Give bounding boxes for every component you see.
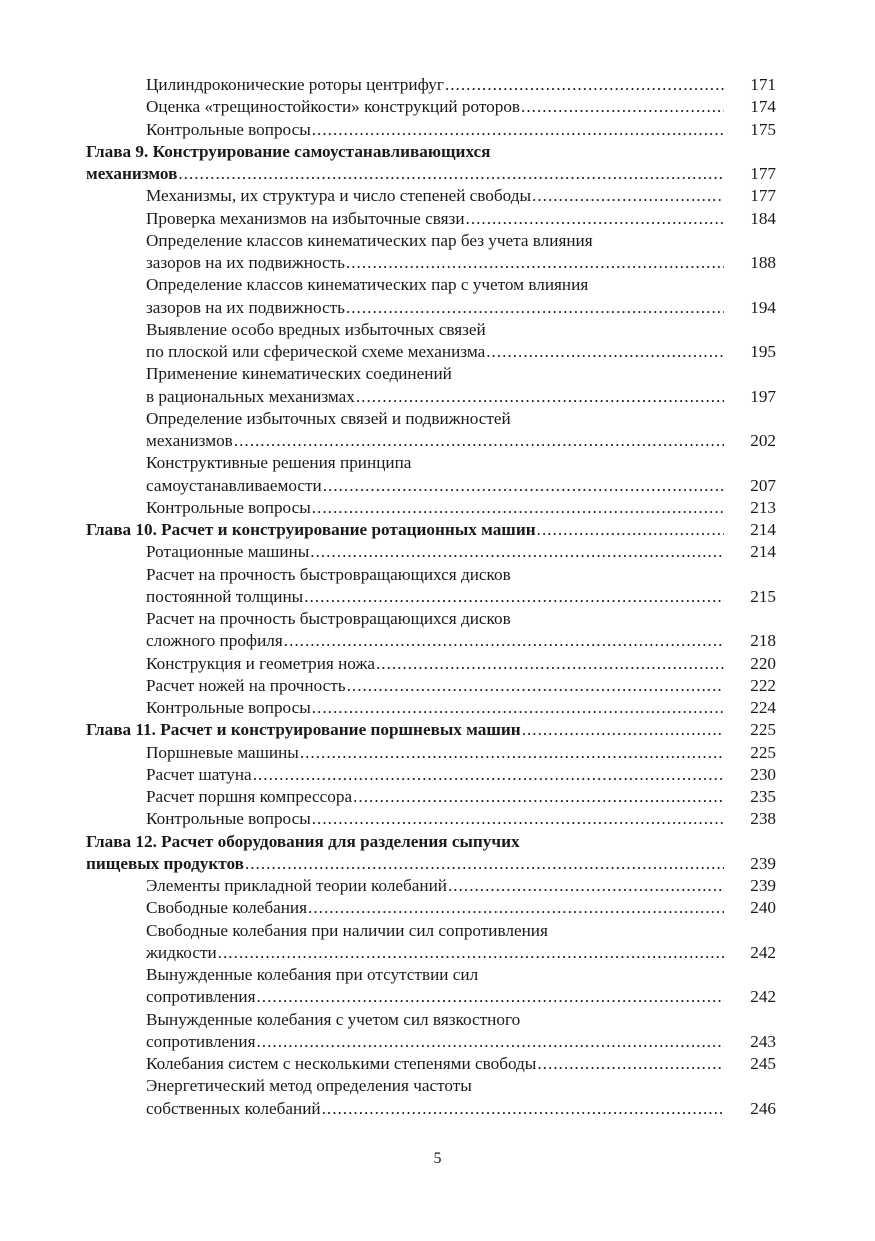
toc-entry-row <box>86 497 776 519</box>
dot-leader <box>346 252 724 274</box>
toc-entry-title: сопротивления <box>146 987 256 1007</box>
dot-leader <box>376 653 724 675</box>
toc-page-number: 225 <box>750 742 776 762</box>
toc-entry-row <box>86 808 776 830</box>
toc-entry <box>86 964 776 1009</box>
toc-entry-title: по плоской или сферической схеме механизма <box>146 342 486 361</box>
dot-leader <box>353 786 724 808</box>
toc-chapter-entry <box>86 519 776 541</box>
toc-entry-row <box>86 675 776 697</box>
toc-page-number: 195 <box>750 342 776 361</box>
dot-leader <box>322 1098 724 1120</box>
toc-page-number: 213 <box>750 497 776 517</box>
toc-entry-title: Расчет шатуна <box>146 764 252 784</box>
toc-entry <box>86 653 776 675</box>
toc-entry-row <box>86 719 776 741</box>
toc-page-number: 177 <box>750 164 776 183</box>
toc-entry-title: Конструкция и геометрия ножа <box>146 653 375 673</box>
toc-entry-title: Ротационные машины <box>146 542 310 562</box>
toc-entry-title: Глава 11. Расчет и конструирование поршневых машин <box>86 720 521 740</box>
toc-entry <box>86 608 776 653</box>
toc-entry-title: механизмов <box>86 164 178 183</box>
toc-entry-title: Колебания систем с несколькими степенями свободы <box>146 1054 537 1073</box>
toc-entry-title-line: Конструктивные решения принципа <box>146 453 412 473</box>
toc-entry-title: сложного профиля <box>146 631 283 651</box>
toc-page-number: 238 <box>750 809 776 829</box>
toc-page-number: 220 <box>750 653 776 673</box>
toc-page-number: 218 <box>750 631 776 651</box>
toc-entry <box>86 319 776 364</box>
toc-entry <box>86 185 776 207</box>
toc-entry-title-line: Расчет на прочность быстровращающихся дисков <box>146 564 511 584</box>
toc-entry <box>86 675 776 697</box>
toc-entry-title-line: Вынужденные колебания при отсутствии сил <box>146 965 479 984</box>
toc-entry-row <box>86 1031 776 1053</box>
toc-page-number: 239 <box>750 853 776 873</box>
toc-page-number: 224 <box>750 698 776 717</box>
toc-entry <box>86 742 776 764</box>
toc-page-number: 184 <box>750 208 776 228</box>
dot-leader <box>521 96 724 118</box>
toc-entry <box>86 897 776 919</box>
toc-entry <box>86 697 776 719</box>
toc-entry-title: механизмов <box>146 431 233 450</box>
toc-page-number: 246 <box>750 1098 776 1118</box>
toc-page-number: 214 <box>750 520 776 539</box>
toc-entry-row <box>86 74 776 96</box>
toc-entry-row <box>86 96 776 118</box>
toc-entry-row <box>86 586 776 608</box>
toc-entry <box>86 786 776 808</box>
toc-entry <box>86 96 776 118</box>
dot-leader <box>257 986 725 1008</box>
dot-leader <box>178 163 724 185</box>
toc-chapter-entry <box>86 719 776 741</box>
toc-page-number: 242 <box>750 942 776 962</box>
toc-page-number: 207 <box>750 475 776 495</box>
toc-page-number: 242 <box>750 987 776 1007</box>
toc-page-number: 215 <box>750 586 776 606</box>
toc-entry-row <box>86 541 776 563</box>
toc-entry-row <box>86 208 776 230</box>
toc-entry-row <box>86 630 776 652</box>
dot-leader <box>522 719 724 741</box>
toc-entry-title: Механизмы, их структура и число степеней свободы <box>146 186 532 206</box>
toc-entry-row <box>86 386 776 408</box>
toc-entry-title: Глава 10. Расчет и конструирование ротационных машин <box>86 520 536 539</box>
toc-page-number: 239 <box>750 876 776 895</box>
toc-entry-title: постоянной толщины <box>146 586 304 606</box>
toc-entry-title: Контрольные вопросы <box>146 809 311 829</box>
toc-entry-title: собственных колебаний <box>146 1098 321 1118</box>
toc-entry-row <box>86 942 776 964</box>
toc-entry-row <box>86 986 776 1008</box>
dot-leader <box>347 675 724 697</box>
toc-entry-title: пищевых продуктов <box>86 853 244 873</box>
toc-entry-title-line: Определение избыточных связей и подвижностей <box>146 408 511 428</box>
toc-entry-row <box>86 119 776 141</box>
toc-page-number: 240 <box>750 898 776 918</box>
dot-leader <box>308 897 724 919</box>
toc-entry-title-line: Вынужденные колебания с учетом сил вязкостного <box>146 1009 521 1029</box>
dot-leader <box>284 630 724 652</box>
toc-entry <box>86 875 776 897</box>
dot-leader <box>356 386 724 408</box>
toc-page-number: 171 <box>750 75 776 94</box>
toc-entry-row <box>86 252 776 274</box>
toc-entry-row <box>86 1053 776 1075</box>
dot-leader <box>466 208 724 230</box>
toc-entry-title-line: Глава 12. Расчет оборудования для разделения сыпучих <box>86 831 520 851</box>
toc-page-number: 222 <box>750 675 776 695</box>
toc-entry-row <box>86 697 776 719</box>
toc-page-number: 225 <box>750 720 776 740</box>
toc-page-number: 245 <box>750 1054 776 1073</box>
toc-page-number: 214 <box>750 542 776 562</box>
toc-entry <box>86 274 776 319</box>
dot-leader <box>312 497 724 519</box>
toc-entry-title-line: Применение кинематических соединений <box>146 364 452 384</box>
dot-leader <box>218 942 724 964</box>
toc-entry-title: Оценка «трещиностойкости» конструкций роторов <box>146 97 521 117</box>
toc-entry-title-line: Свободные колебания при наличии сил сопротивления <box>146 920 548 940</box>
toc-chapter-entry <box>86 141 776 186</box>
toc-entry-row <box>86 853 776 875</box>
dot-leader <box>312 697 724 719</box>
toc-entry-title: самоустанавливаемости <box>146 475 322 495</box>
dot-leader <box>304 586 724 608</box>
toc-entry <box>86 408 776 453</box>
toc-entry-title: сопротивления <box>146 1031 256 1051</box>
toc-page-number: 235 <box>750 787 776 806</box>
toc-entry-title: зазоров на их подвижность <box>146 297 345 317</box>
toc-entry-row <box>86 297 776 319</box>
toc-entry-title: Контрольные вопросы <box>146 497 311 517</box>
toc-entry-row <box>86 742 776 764</box>
toc-entry <box>86 541 776 563</box>
dot-leader <box>448 875 724 897</box>
toc-entry <box>86 452 776 497</box>
toc-entry <box>86 230 776 275</box>
dot-leader <box>537 1053 724 1075</box>
page-number: 5 <box>433 1150 442 1167</box>
toc-entry-row <box>86 341 776 363</box>
toc-entry <box>86 363 776 408</box>
toc-entry-title: Проверка механизмов на избыточные связи <box>146 208 465 228</box>
toc-entry-row <box>86 475 776 497</box>
toc-entry-title: Свободные колебания <box>146 898 308 918</box>
toc-page-number: 202 <box>750 431 776 450</box>
toc-entry-row <box>86 875 776 897</box>
toc-entry-row <box>86 653 776 675</box>
toc-page-number: 188 <box>750 253 776 272</box>
dot-leader <box>537 519 724 541</box>
toc-entry-title: Контрольные вопросы <box>146 698 311 717</box>
toc-entry <box>86 1075 776 1120</box>
toc-entry-title: в рациональных механизмах <box>146 386 355 406</box>
toc-page-number: 230 <box>750 764 776 784</box>
toc-entry-title: Контрольные вопросы <box>146 119 311 139</box>
dot-leader <box>253 764 724 786</box>
toc-entry-row <box>86 764 776 786</box>
toc-page-number: 194 <box>750 297 776 317</box>
toc-entry-row <box>86 163 776 185</box>
toc-entry-title: зазоров на их подвижность <box>146 253 345 272</box>
toc-page-number: 174 <box>750 97 776 117</box>
dot-leader <box>234 430 724 452</box>
toc-entry <box>86 208 776 230</box>
dot-leader <box>346 297 724 319</box>
toc-page-number: 177 <box>750 186 776 206</box>
dot-leader <box>310 541 724 563</box>
dot-leader <box>245 853 724 875</box>
toc-entry-title-line: Выявление особо вредных избыточных связей <box>146 319 486 339</box>
table-of-contents <box>86 74 776 1120</box>
toc-entry-title: Расчет ножей на прочность <box>146 675 346 695</box>
toc-page-number: 197 <box>750 386 776 406</box>
toc-entry <box>86 564 776 609</box>
toc-entry-row <box>86 519 776 541</box>
toc-entry <box>86 920 776 965</box>
dot-leader <box>312 808 724 830</box>
toc-entry-title-line: Глава 9. Конструирование самоустанавливающихся <box>86 141 491 161</box>
toc-entry-title-line: Энергетический метод определения частоты <box>146 1076 472 1096</box>
dot-leader <box>257 1031 725 1053</box>
toc-entry <box>86 1009 776 1054</box>
toc-entry-row <box>86 430 776 452</box>
toc-entry-title: Расчет поршня компрессора <box>146 787 353 806</box>
toc-entry <box>86 808 776 830</box>
toc-entry <box>86 764 776 786</box>
toc-entry-row <box>86 185 776 207</box>
dot-leader <box>445 74 724 96</box>
toc-entry-title: жидкости <box>146 942 217 962</box>
toc-entry-row <box>86 897 776 919</box>
toc-entry-row <box>86 1098 776 1120</box>
dot-leader <box>323 475 724 497</box>
toc-entry <box>86 119 776 141</box>
toc-entry-title-line: Расчет на прочность быстровращающихся дисков <box>146 609 511 628</box>
dot-leader <box>312 119 724 141</box>
toc-entry-title-line: Определение классов кинематических пар с учетом влияния <box>146 275 589 295</box>
dot-leader <box>486 341 724 363</box>
toc-entry-title: Элементы прикладной теории колебаний <box>146 876 447 895</box>
toc-entry-title: Поршневые машины <box>146 742 299 762</box>
toc-entry <box>86 497 776 519</box>
toc-chapter-entry <box>86 831 776 876</box>
toc-entry <box>86 1053 776 1075</box>
toc-entry-title-line: Определение классов кинематических пар без учета влияния <box>146 230 593 250</box>
toc-page-number: 175 <box>750 119 776 139</box>
dot-leader <box>300 742 724 764</box>
toc-entry-row <box>86 786 776 808</box>
toc-page-number: 243 <box>750 1031 776 1051</box>
toc-entry-title: Цилиндроконические роторы центрифуг <box>146 75 444 94</box>
toc-entry <box>86 74 776 96</box>
dot-leader <box>532 185 724 207</box>
